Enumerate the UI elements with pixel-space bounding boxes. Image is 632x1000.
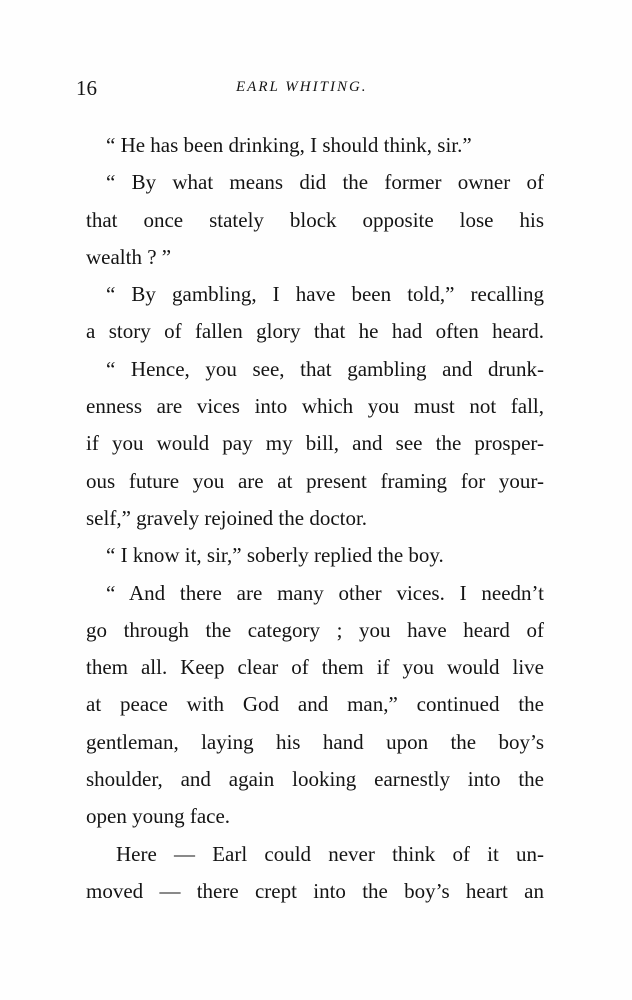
text-line: if you would pay my bill, and see the prosper- xyxy=(86,431,544,456)
text-line: at peace with God and man,” continued the xyxy=(86,692,544,717)
text-line: Here — Earl could never think of it un- xyxy=(116,841,544,866)
text-line: “ By gambling, I have been told,” recalling xyxy=(106,282,544,307)
text-line: wealth ? ” xyxy=(86,244,172,269)
text-line: enness are vices into which you must not fall, xyxy=(86,394,544,419)
page-number: 16 xyxy=(76,76,97,100)
text-line: “ Hence, you see, that gambling and drunk- xyxy=(106,356,544,381)
body-text xyxy=(86,127,544,910)
text-line: that once stately block opposite lose his xyxy=(86,207,544,232)
text-line: “ I know it, sir,” soberly replied the boy. xyxy=(106,543,444,568)
text-line: “ He has been drinking, I should think, sir.” xyxy=(106,133,472,157)
page-header xyxy=(76,76,546,104)
text-line: “ By what means did the former owner of xyxy=(106,170,544,195)
text-line: ous future you are at present framing for your- xyxy=(86,468,544,493)
text-line: a story of fallen glory that he had often heard. xyxy=(86,319,544,344)
text-line: “ And there are many other vices. I needn’t xyxy=(106,580,544,605)
text-line: shoulder, and again looking earnestly into the xyxy=(86,767,544,792)
text-line: gentleman, laying his hand upon the boy’s xyxy=(86,729,544,754)
text-line: open young face. xyxy=(86,804,231,829)
text-line: them all. Keep clear of them if you would live xyxy=(86,655,544,680)
text-line: moved — there crept into the boy’s heart an xyxy=(86,878,544,903)
running-head: EARL WHITING. xyxy=(236,79,368,95)
text-line: self,” gravely rejoined the doctor. xyxy=(86,505,368,530)
text-line: go through the category ; you have heard of xyxy=(86,617,544,642)
